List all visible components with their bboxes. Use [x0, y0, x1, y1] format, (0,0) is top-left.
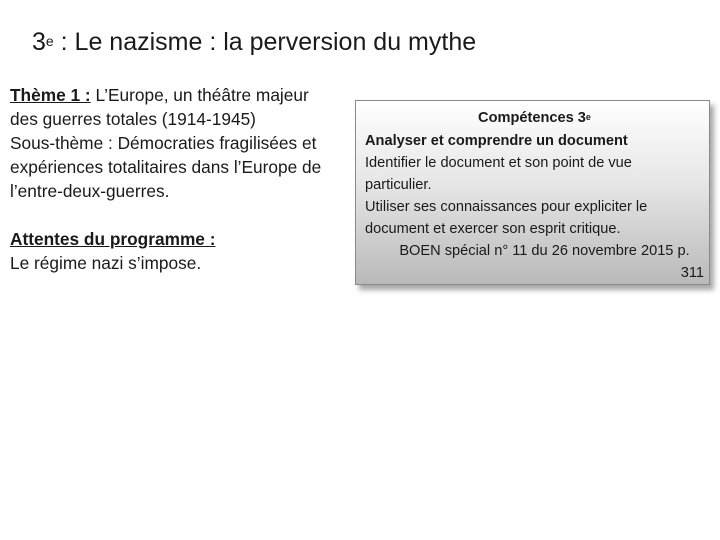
expectations-block [10, 227, 350, 251]
competence-line-1: Analyser et comprendre un document [365, 133, 628, 149]
source-reference: BOEN spécial n° 11 du 26 novembre 2015 p. [399, 243, 690, 259]
competence-line-4: Utiliser ses connaissances pour expliciter le [365, 199, 648, 215]
title-text: : Le nazisme : la perversion du mythe [53, 28, 477, 56]
theme-line-1 [10, 83, 350, 107]
competence-line-5: document et exercer son esprit critique. [365, 221, 621, 237]
competence-line-3: particulier. [365, 177, 432, 193]
page-title [32, 26, 476, 61]
competences-heading-text: Compétences 3 [478, 110, 586, 126]
competences-box [355, 100, 710, 285]
title-prefix: 3 [32, 28, 46, 56]
subtheme-line-1: Sous-thème : Démocraties fragilisées et [10, 133, 317, 153]
expectations-text: Le régime nazi s’impose. [10, 253, 202, 273]
subtheme-line-2: expériences totalitaires dans l’Europe de [10, 157, 322, 177]
theme-line-2: des guerres totales (1914-1945) [10, 109, 256, 129]
expectations-label: Attentes du programme : [10, 229, 216, 249]
theme-text: L’Europe, un théâtre majeur [90, 85, 309, 105]
spacer [10, 203, 350, 227]
source-page: 311 [680, 265, 704, 281]
title-superscript: e [45, 33, 54, 49]
theme-block [10, 83, 350, 275]
competences-heading [365, 107, 704, 130]
competences-heading-sup: e [585, 112, 591, 122]
theme-label: Thème 1 : [10, 85, 91, 105]
subtheme-line-3: l’entre-deux-guerres. [10, 181, 170, 201]
competence-line-2: Identifier le document et son point de vue [365, 155, 632, 171]
